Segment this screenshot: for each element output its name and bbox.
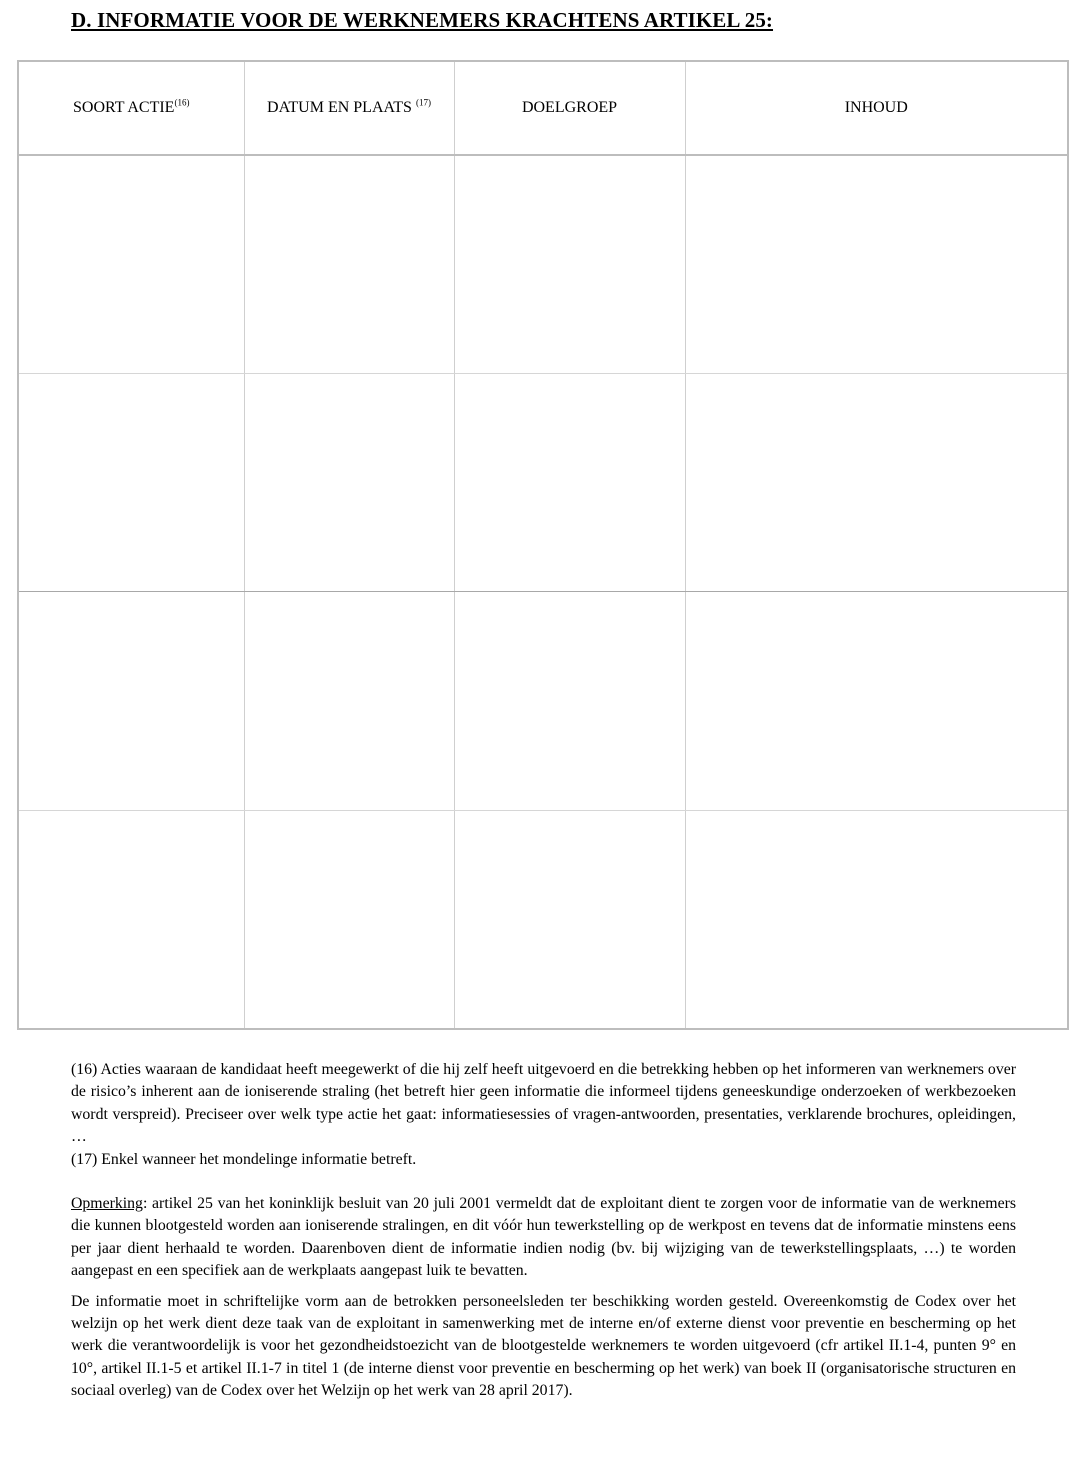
table-cell-datum-en-plaats[interactable] — [244, 810, 454, 1029]
table-cell-inhoud[interactable] — [685, 810, 1068, 1029]
table-header-row — [18, 61, 1068, 155]
table-cell-inhoud[interactable] — [685, 374, 1068, 592]
header-soort-actie: SOORT ACTIE$^{(16)}$ — [18, 61, 244, 155]
information-actions-table — [17, 60, 1069, 1030]
table-cell-soort-actie[interactable] — [18, 592, 244, 810]
table-cell-inhoud[interactable] — [685, 592, 1068, 810]
spacer — [71, 1283, 1016, 1291]
table-cell-soort-actie[interactable] — [18, 810, 244, 1029]
table-row — [18, 592, 1068, 810]
table-cell-soort-actie[interactable] — [18, 374, 244, 592]
table-cell-datum-en-plaats[interactable] — [244, 374, 454, 592]
table-row — [18, 155, 1068, 374]
footnote-16: (16) Acties waaraan de kandidaat heeft meegewerkt of die hij zelf heeft uitgevoerd en die betrekking hebben op het informeren van werknemers over de risico’s inherent aan de ioniserende straling (het betreft hier geen informatie die informeel tijdens geneeskundige onderzoeken of werkbezoeken wordt verspreid). Preciseer over welk type actie het gaat: informatiesessies of vragen-antwoorden, presentaties, verklarende brochures, opleidingen, … — [71, 1061, 1016, 1146]
table-row — [18, 374, 1068, 592]
section-title: D. INFORMATIE VOOR DE WERKNEMERS KRACHTENS ARTIKEL 25: — [71, 8, 774, 32]
table-cell-doelgroep[interactable] — [454, 592, 685, 810]
table-cell-datum-en-plaats[interactable] — [244, 592, 454, 810]
header-inhoud: INHOUD — [685, 61, 1068, 155]
table-cell-soort-actie[interactable] — [18, 155, 244, 374]
notes-section — [71, 1059, 1016, 1403]
remark-paragraph — [71, 1193, 1016, 1283]
table-cell-inhoud[interactable] — [685, 155, 1068, 374]
remark-text: : artikel 25 van het koninklijk besluit van 20 juli 2001 vermeldt dat de exploitant dient te zorgen voor de informatie van de werknemers die kunnen blootgesteld worden aan ioniserende stralingen, en dit vóór hun tewerkstelling op de werkpost en tevens dat de informatie minstens eens per jaar dient herhaald te worden. Daarenboven dient de informatie indien nodig (bv. bij wijziging van de tewerkstellingsplaats, …) te worden aangepast en een specifiek aan de werkplaats aangepast luik te bevatten. — [71, 1195, 1016, 1280]
footnote-17: (17) Enkel wanneer het mondelinge informatie betreft. — [71, 1150, 417, 1168]
table-cell-doelgroep[interactable] — [454, 810, 685, 1029]
remark-label: Opmerking — [71, 1195, 143, 1213]
spacer — [71, 1171, 1016, 1193]
table-cell-datum-en-plaats[interactable] — [244, 155, 454, 374]
table-cell-doelgroep[interactable] — [454, 374, 685, 592]
table-cell-doelgroep[interactable] — [454, 155, 685, 374]
header-datum-en-plaats: DATUM EN PLAATS $^{(17)}$ — [244, 61, 454, 155]
table-row — [18, 810, 1068, 1029]
info-paragraph: De informatie moet in schriftelijke vorm aan de betrokken personeelsleden ter beschikking worden gesteld. Overeenkomstig de Codex over het welzijn op het werk dient deze taak van de exploitant in samenwerking met de interne en/of externe dienst voor preventie en bescherming op het werk die verantwoordelijk is voor het gezondheidstoezicht van de blootgestelde werknemers te worden uitgevoerd (cfr artikel II.1-4, punten 9° en 10°, artikel II.1-5 et artikel II.1-7 in titel 1 (de interne dienst voor preventie en bescherming op het werk) van boek II (organisatorische structuren en sociaal overleg) van de Codex over het Welzijn op het werk van 28 april 2017). — [71, 1292, 1016, 1400]
header-doelgroep: DOELGROEP — [454, 61, 685, 155]
